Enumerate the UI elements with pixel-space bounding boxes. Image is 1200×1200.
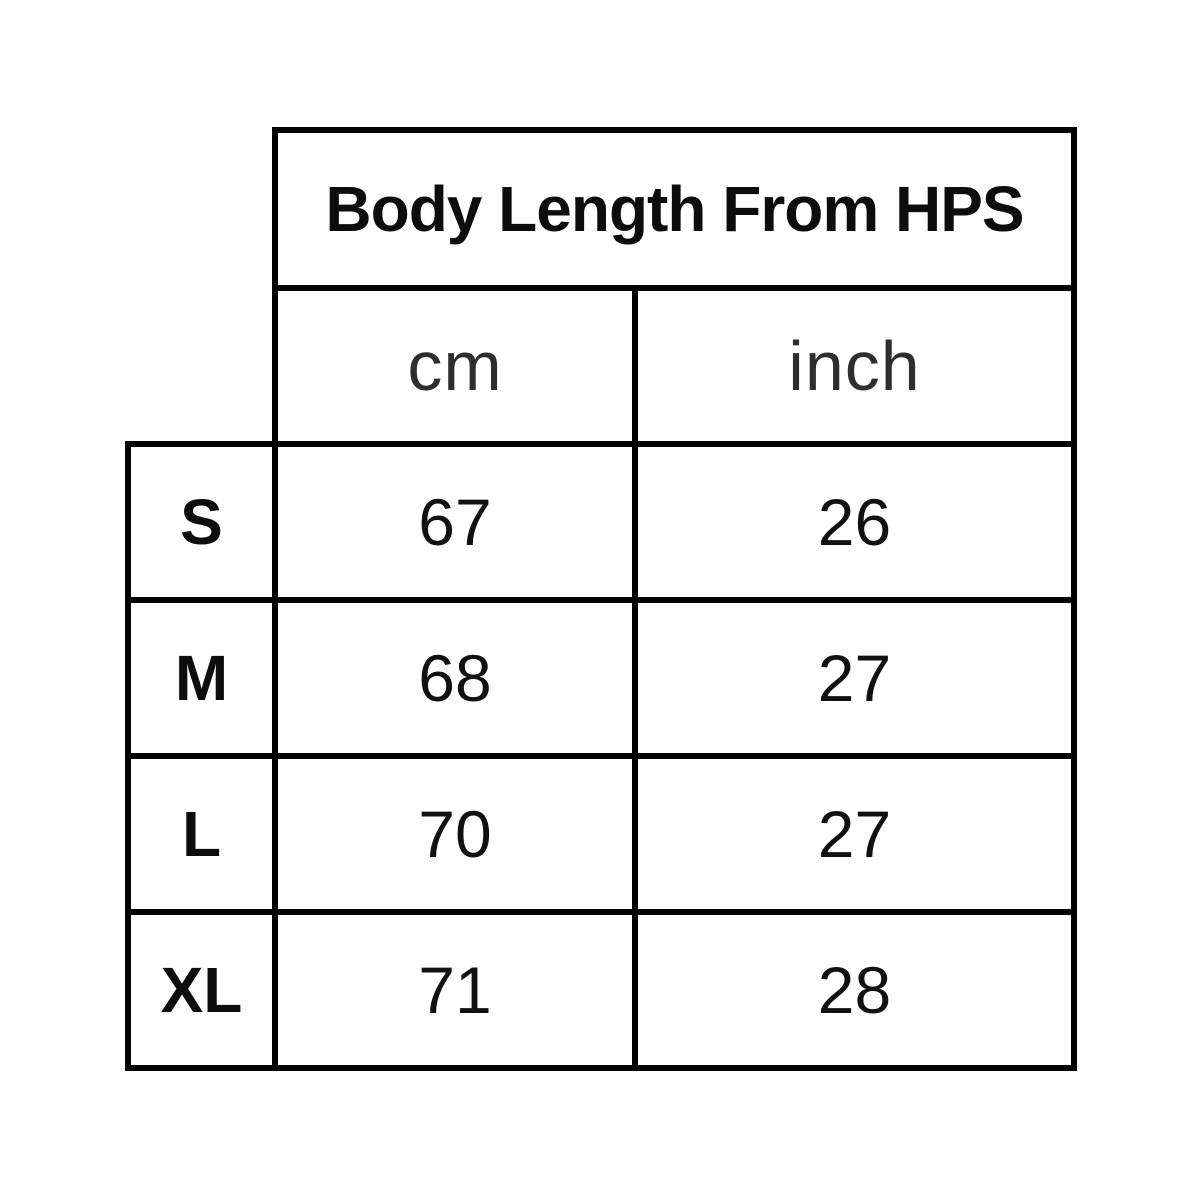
size-chart-table [125, 127, 1077, 1071]
cell-value-inch: 27 [635, 600, 1074, 756]
unit-header-inch: inch [635, 288, 1074, 444]
table-row-title [128, 130, 1074, 288]
cell-value-inch: 26 [635, 444, 1074, 600]
size-label: XL [128, 912, 275, 1068]
table-title: Body Length From HPS [275, 130, 1074, 288]
size-label: L [128, 756, 275, 912]
cell-value-cm: 67 [275, 444, 635, 600]
table-row [128, 600, 1074, 756]
empty-corner-cell [128, 288, 275, 444]
cell-value-cm: 70 [275, 756, 635, 912]
cell-value-inch: 27 [635, 756, 1074, 912]
empty-corner-cell [128, 130, 275, 288]
table-row [128, 444, 1074, 600]
size-label: M [128, 600, 275, 756]
size-label: S [128, 444, 275, 600]
cell-value-inch: 28 [635, 912, 1074, 1068]
table-row [128, 912, 1074, 1068]
cell-value-cm: 71 [275, 912, 635, 1068]
cell-value-cm: 68 [275, 600, 635, 756]
table-row [128, 756, 1074, 912]
table-row-units [128, 288, 1074, 444]
unit-header-cm: cm [275, 288, 635, 444]
